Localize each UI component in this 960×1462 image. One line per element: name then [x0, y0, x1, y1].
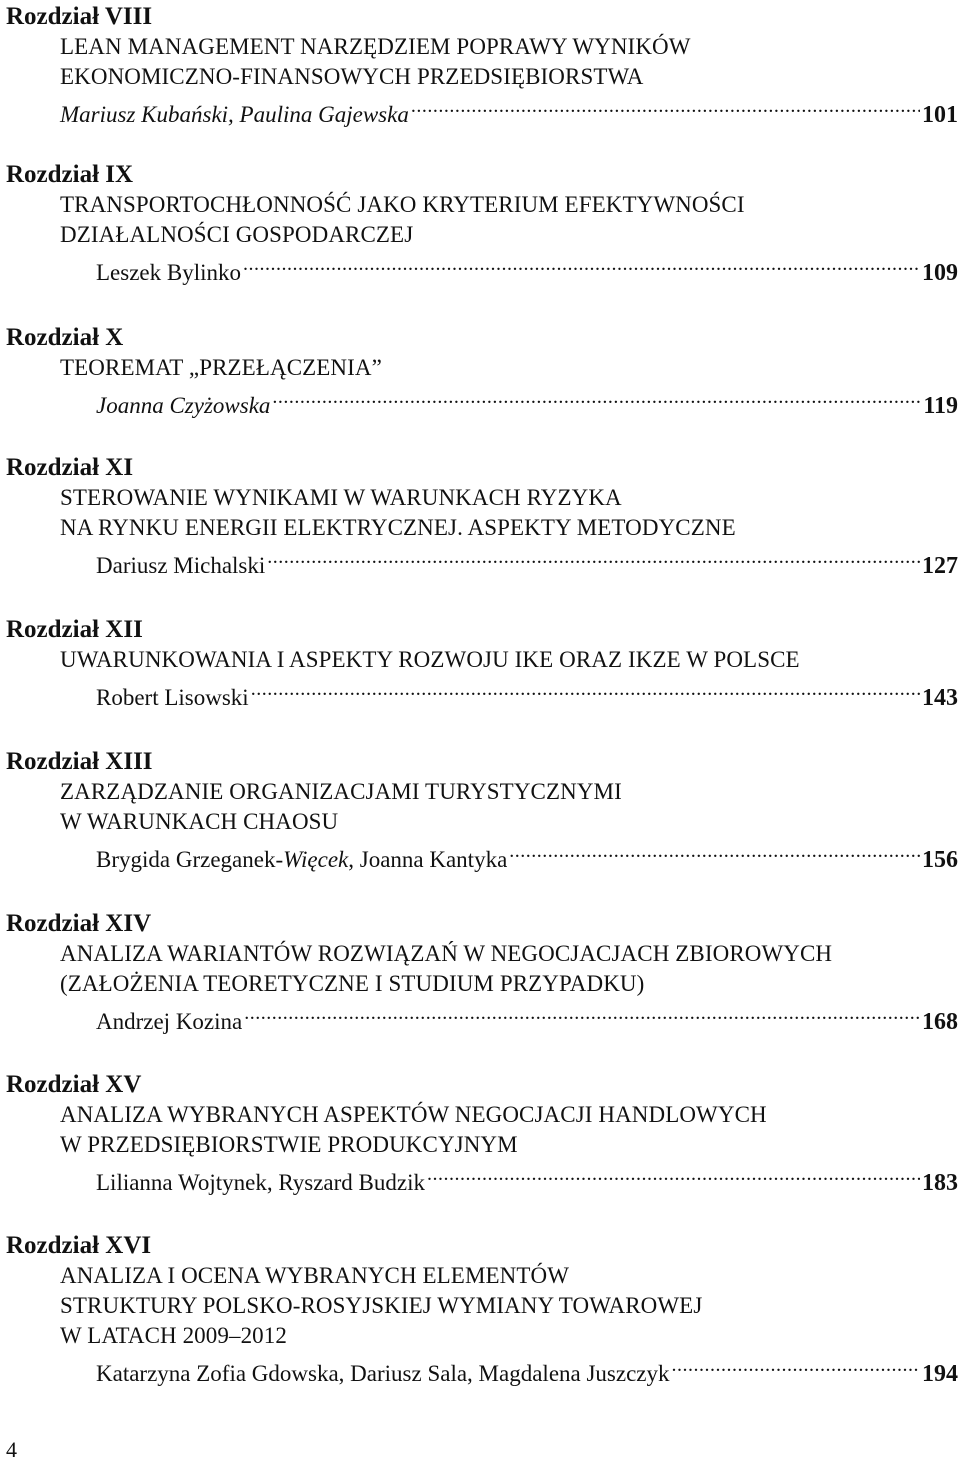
chapter-authors	[96, 845, 507, 875]
page-number: 127	[922, 553, 958, 579]
chapter-authors: Joanna Czyżowska	[96, 393, 271, 418]
chapter-title-line: W WARUNKACH CHAOSU	[60, 809, 339, 834]
dot-leader	[267, 543, 920, 573]
chapter-title-line: ANALIZA I OCENA WYBRANYCH ELEMENTÓW	[60, 1263, 570, 1288]
toc-entry-chapter-xvi[interactable]	[6, 1231, 958, 1387]
chapter-title-line: UWARUNKOWANIA I ASPEKTY ROZWOJU IKE ORAZ IKZE W POLSCE	[60, 647, 800, 672]
author-part-italic: Więcek	[283, 847, 349, 872]
chapter-title-line: ZARZĄDZANIE ORGANIZACJAMI TURYSTYCZNYMI	[60, 779, 622, 804]
page-number: 156	[922, 847, 958, 873]
chapter-title-line: TEOREMAT „PRZEŁĄCZENIA”	[60, 355, 382, 380]
chapter-title-line: W PRZEDSIĘBIORSTWIE PRODUKCYJNYM	[60, 1132, 518, 1157]
page-number: 119	[923, 393, 958, 419]
chapter-authors: Leszek Bylinko	[96, 260, 241, 285]
toc-entry-chapter-xiv[interactable]	[6, 909, 958, 1035]
toc-entry-chapter-ix[interactable]	[6, 160, 958, 286]
chapter-title-line: (ZAŁOŻENIA TEORETYCZNE I STUDIUM PRZYPADKU)	[60, 971, 645, 996]
chapter-label: Rozdział XVI	[6, 1232, 152, 1259]
author-row	[96, 383, 958, 419]
chapter-label: Rozdział X	[6, 324, 124, 351]
chapter-authors: Dariusz Michalski	[96, 553, 266, 578]
toc-entry-chapter-xi[interactable]	[6, 453, 958, 579]
author-row	[96, 999, 958, 1035]
page-number: 143	[922, 685, 958, 711]
toc-entry-chapter-xiii[interactable]	[6, 747, 958, 873]
chapter-label: Rozdział XI	[6, 454, 134, 481]
toc-entry-chapter-xii[interactable]	[6, 615, 958, 711]
author-row	[96, 837, 958, 873]
dot-leader	[251, 675, 920, 705]
chapter-title-line: ANALIZA WARIANTÓW ROZWIĄZAŃ W NEGOCJACJACH ZBIOROWYCH	[60, 941, 833, 966]
author-row	[60, 92, 958, 128]
dot-leader	[244, 999, 920, 1029]
chapter-title-line: W LATACH 2009–2012	[60, 1323, 287, 1348]
chapter-label: Rozdział XII	[6, 616, 143, 643]
dot-leader	[243, 250, 920, 280]
page-number: 101	[922, 102, 958, 128]
author-row	[96, 543, 958, 579]
page-number: 168	[922, 1009, 958, 1035]
chapter-authors: Andrzej Kozina	[96, 1009, 243, 1034]
dot-leader	[427, 1160, 920, 1190]
footer-page-number: 4	[6, 1437, 17, 1462]
toc-entry-chapter-xv[interactable]	[6, 1070, 958, 1196]
chapter-title-line: STRUKTURY POLSKO-ROSYJSKIEJ WYMIANY TOWAROWEJ	[60, 1293, 703, 1318]
chapter-authors: Robert Lisowski	[96, 685, 249, 710]
chapter-title-line: EKONOMICZNO-FINANSOWYCH PRZEDSIĘBIORSTWA	[60, 64, 644, 89]
chapter-label: Rozdział XV	[6, 1071, 142, 1098]
toc-entry-chapter-x[interactable]	[6, 323, 958, 419]
dot-leader	[672, 1351, 920, 1381]
author-row	[96, 250, 958, 286]
chapter-authors: Mariusz Kubański, Paulina Gajewska	[60, 102, 409, 127]
toc-entry-chapter-viii[interactable]	[6, 2, 958, 128]
chapter-label: Rozdział IX	[6, 161, 134, 188]
author-part: , Joanna Kantyka	[348, 847, 508, 872]
author-row	[96, 1160, 958, 1196]
chapter-title-line: STEROWANIE WYNIKAMI W WARUNKACH RYZYKA	[60, 485, 622, 510]
chapter-label: Rozdział VIII	[6, 3, 153, 30]
author-row	[96, 675, 958, 711]
chapter-authors: Katarzyna Zofia Gdowska, Dariusz Sala, Magdalena Juszczyk	[96, 1361, 670, 1386]
chapter-title-line: ANALIZA WYBRANYCH ASPEKTÓW NEGOCJACJI HANDLOWYCH	[60, 1102, 767, 1127]
chapter-title-line: DZIAŁALNOŚCI GOSPODARCZEJ	[60, 222, 414, 247]
dot-leader	[509, 837, 920, 867]
chapter-title-line: NA RYNKU ENERGII ELEKTRYCZNEJ. ASPEKTY METODYCZNE	[60, 515, 736, 540]
dot-leader	[411, 92, 920, 122]
page-number: 183	[922, 1170, 958, 1196]
dot-leader	[272, 383, 921, 413]
chapter-title-line: TRANSPORTOCHŁONNOŚĆ JAKO KRYTERIUM EFEKTYWNOŚCI	[60, 192, 745, 217]
author-row	[96, 1351, 958, 1387]
chapter-title-line: LEAN MANAGEMENT NARZĘDZIEM POPRAWY WYNIKÓW	[60, 34, 691, 59]
author-part: Brygida Grzeganek-	[96, 847, 284, 872]
chapter-label: Rozdział XIII	[6, 748, 153, 775]
chapter-label: Rozdział XIV	[6, 910, 152, 937]
chapter-authors: Lilianna Wojtynek, Ryszard Budzik	[96, 1170, 425, 1195]
page-number: 194	[922, 1361, 958, 1387]
page-number: 109	[922, 260, 958, 286]
